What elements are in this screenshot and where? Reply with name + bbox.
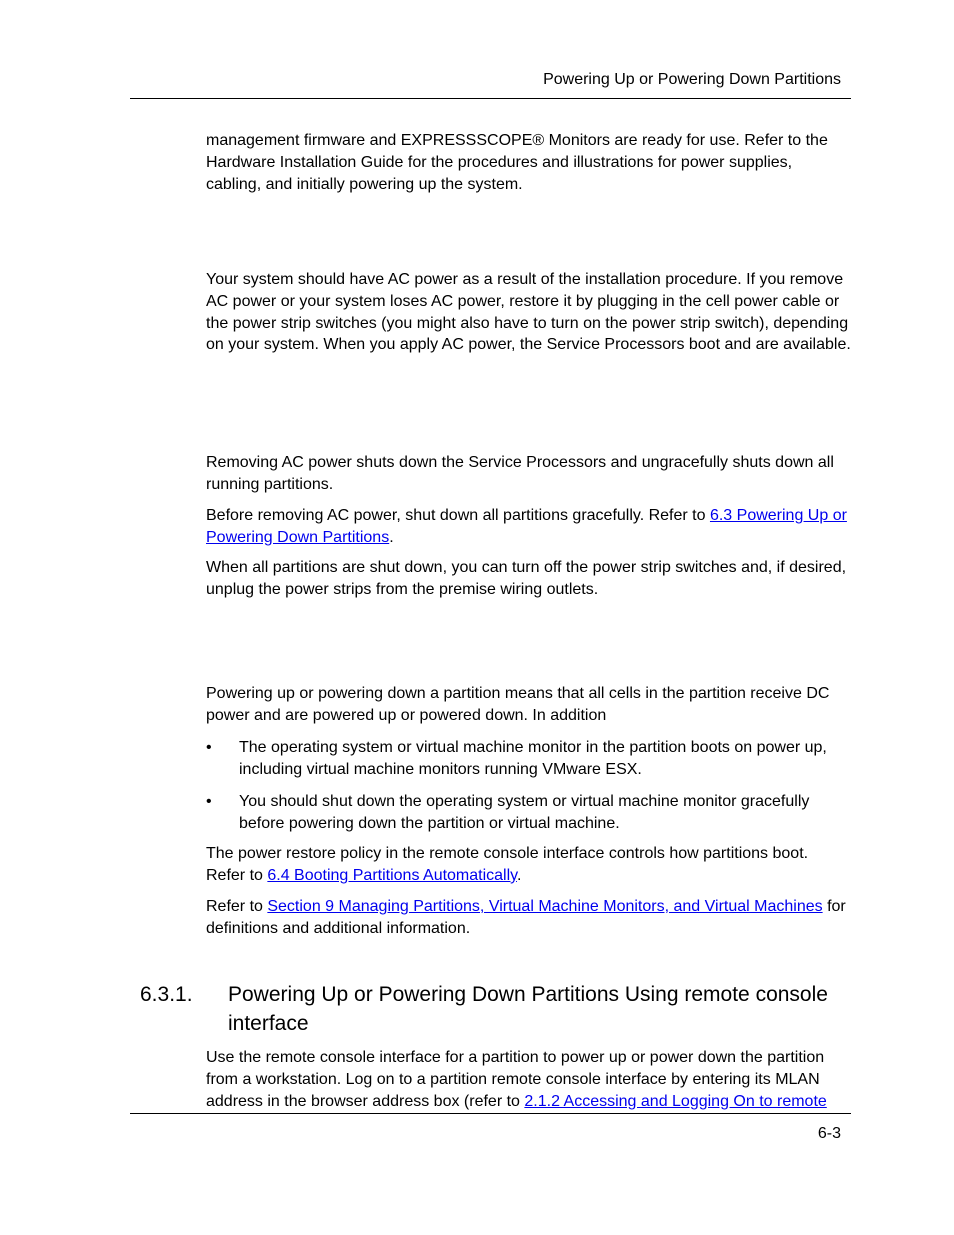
bullet-symbol: • (206, 739, 212, 756)
paragraph-power-strips: When all partitions are shut down, you can turn off the power strip switches and, if desired, unplug the power strips from the premise wiring outlets. (206, 559, 847, 598)
text-before-link: Refer to (206, 898, 268, 915)
header-rule (130, 98, 851, 99)
bullet-item-shutdown-os: You should shut down the operating system or virtual machine monitor gracefully before powering down the partition or virtual machine. (239, 793, 810, 832)
paragraph-powering-partition: Powering up or powering down a partition means that all cells in the partition receive DC power and are powered up or powered down. In addition (206, 685, 830, 724)
bullet-symbol: • (206, 793, 212, 810)
page-number: 6-3 (817, 1125, 841, 1142)
footer-rule (130, 1113, 851, 1114)
text-after-link: for definitions and additional information. (206, 898, 846, 937)
paragraph-removing-ac: Removing AC power shuts down the Service Processors and ungracefully shuts down all running partitions. (206, 454, 834, 493)
section-title-line2: interface (228, 1011, 309, 1035)
text-before-link: Use the remote console interface for a partition to power up or power down the partition from a workstation. Log on to a partition remote console interface by entering its MLAN address in the browser address box (refer to (206, 1049, 825, 1110)
paragraph-refer-section-9 (206, 896, 851, 940)
link-2-1-2-accessing[interactable]: 2.1.2 Accessing and Logging On to remote (524, 1092, 827, 1110)
bullet-item-os-boots: The operating system or virtual machine monitor in the partition boots on power up, including virtual machine monitors running VMware ESX. (239, 739, 827, 778)
section-title-line1: Powering Up or Powering Down Partitions Using remote console (228, 983, 828, 1006)
running-header: Powering Up or Powering Down Partitions (543, 71, 841, 88)
text-after-link: . (516, 866, 522, 884)
link-6-3-powering-up[interactable]: 6.3 Powering Up or Powering Down Partitions (206, 507, 847, 546)
paragraph-firmware: management firmware and EXPRESSSCOPE® Monitors are ready for use. Refer to the Hardware Installation Guide for the procedures and illustrations for power supplies, cabling, and initially powering up the system. (206, 132, 828, 193)
link-section-9[interactable]: Section 9 Managing Partitions, Virtual Machine Monitors, and Virtual Machines (267, 898, 823, 915)
section-heading (140, 981, 851, 1038)
paragraph-ac-power: Your system should have AC power as a result of the installation procedure. If you remove AC power or your system loses AC power, restore it by plugging in the cell power cable or the power strip switches (you might also have to turn on the power strip switch), depending on your system. When you apply AC power, the Service Processors boot and are available. (206, 271, 851, 354)
link-6-4-booting-partitions[interactable]: 6.4 Booting Partitions Automatically (267, 866, 517, 884)
text-before-link: The power restore policy in the remote console interface controls how partitions boot. Refer to (206, 845, 809, 884)
paragraph-before-removing (206, 505, 851, 549)
text-after-link: . (389, 528, 394, 546)
paragraph-remote-console (206, 1047, 851, 1112)
paragraph-power-restore (206, 843, 851, 887)
text-before-link: Before removing AC power, shut down all partitions gracefully. Refer to (206, 507, 710, 524)
section-number: 6.3.1. (140, 983, 193, 1006)
